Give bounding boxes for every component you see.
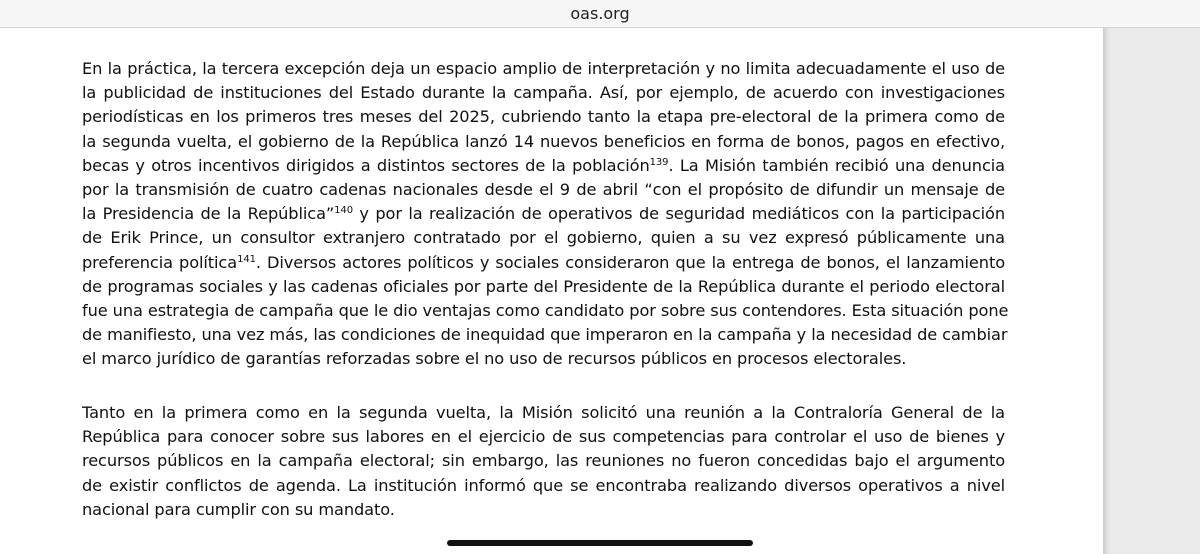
text-line (82, 202, 1005, 226)
line-text: . Diversos actores políticos y sociales consideraron que la entrega de bonos, el lanzamiento (255, 252, 1005, 272)
text-line: fue una estrategia de campaña que le dio ventajas como candidato por sobre sus contendores. Esta situación pone (82, 301, 1009, 321)
footnote-ref[interactable]: 141 (237, 253, 256, 265)
document-page (0, 28, 1103, 554)
text-line: En la práctica, la tercera excepción deja un espacio amplio de interpretación y no limita adecuadamente el uso de (82, 59, 1005, 78)
text-line: el marco jurídico de garantías reforzadas sobre el no uso de recursos públicos en procesos electorales. (82, 349, 907, 369)
text-line (82, 154, 1005, 178)
line-text: preferencia política (82, 252, 238, 272)
url-text[interactable]: oas.org (570, 4, 630, 23)
footnote-ref[interactable]: 140 (334, 205, 353, 217)
text-line: de Erik Prince, un consultor extranjero contratado por el gobierno, quien a su vez expresó públicamente una (82, 228, 1005, 248)
text-line: de existir conflictos de agenda. La institución informó que se encontraba realizando diversos operativos a nivel (82, 475, 1005, 495)
line-text: y por la realización de operativos de seguridad mediáticos con la participación (352, 204, 1005, 224)
page-gutter (1103, 28, 1200, 554)
text-line: República para conocer sobre sus labores en el ejercicio de sus competencias para controlar el uso de bienes y (82, 427, 1005, 447)
text-line: Tanto en la primera como en la segunda vuelta, la Misión solicitó una reunión a la Contraloría General de la (82, 403, 1005, 422)
text-line: por la transmisión de cuatro cadenas nacionales desde el 9 de abril “con el propósito de difundir un mensaje de (82, 180, 1005, 200)
line-text: . La Misión también recibió una denuncia (668, 155, 1005, 175)
text-line (82, 251, 1005, 275)
text-line: recursos públicos en la campaña electoral; sin embargo, las reuniones no fueron concedidas bajo el argumento (82, 451, 1005, 471)
paragraph-1 (82, 57, 1009, 372)
footnote-ref[interactable]: 139 (649, 156, 669, 168)
paragraph-2 (82, 401, 1005, 522)
line-text: la Presidencia de la República” (82, 204, 335, 224)
line-text: becas y otros incentivos dirigidos a distintos sectores de la población (82, 155, 650, 175)
text-line: periodísticas en los primeros tres meses del 2025, cubriendo tanto la etapa pre-electoral de la primera como de (82, 107, 1005, 127)
text-line: de programas sociales y las cadenas oficiales por parte del Presidente de la República durante el periodo electoral (82, 276, 1005, 296)
text-line: nacional para cumplir con su mandato. (82, 499, 395, 519)
address-bar[interactable] (0, 0, 1200, 28)
text-line: de manifiesto, una vez más, las condiciones de inequidad que imperaron en la campaña y la necesidad de cambiar (82, 325, 1008, 345)
home-indicator[interactable] (447, 540, 753, 546)
text-line: la segunda vuelta, el gobierno de la República lanzó 14 nuevos beneficios en forma de bonos, pagos en efectivo, (82, 131, 1005, 151)
text-line: la publicidad de instituciones del Estado durante la campaña. Así, por ejemplo, de acuerdo con investigaciones (82, 83, 1005, 103)
